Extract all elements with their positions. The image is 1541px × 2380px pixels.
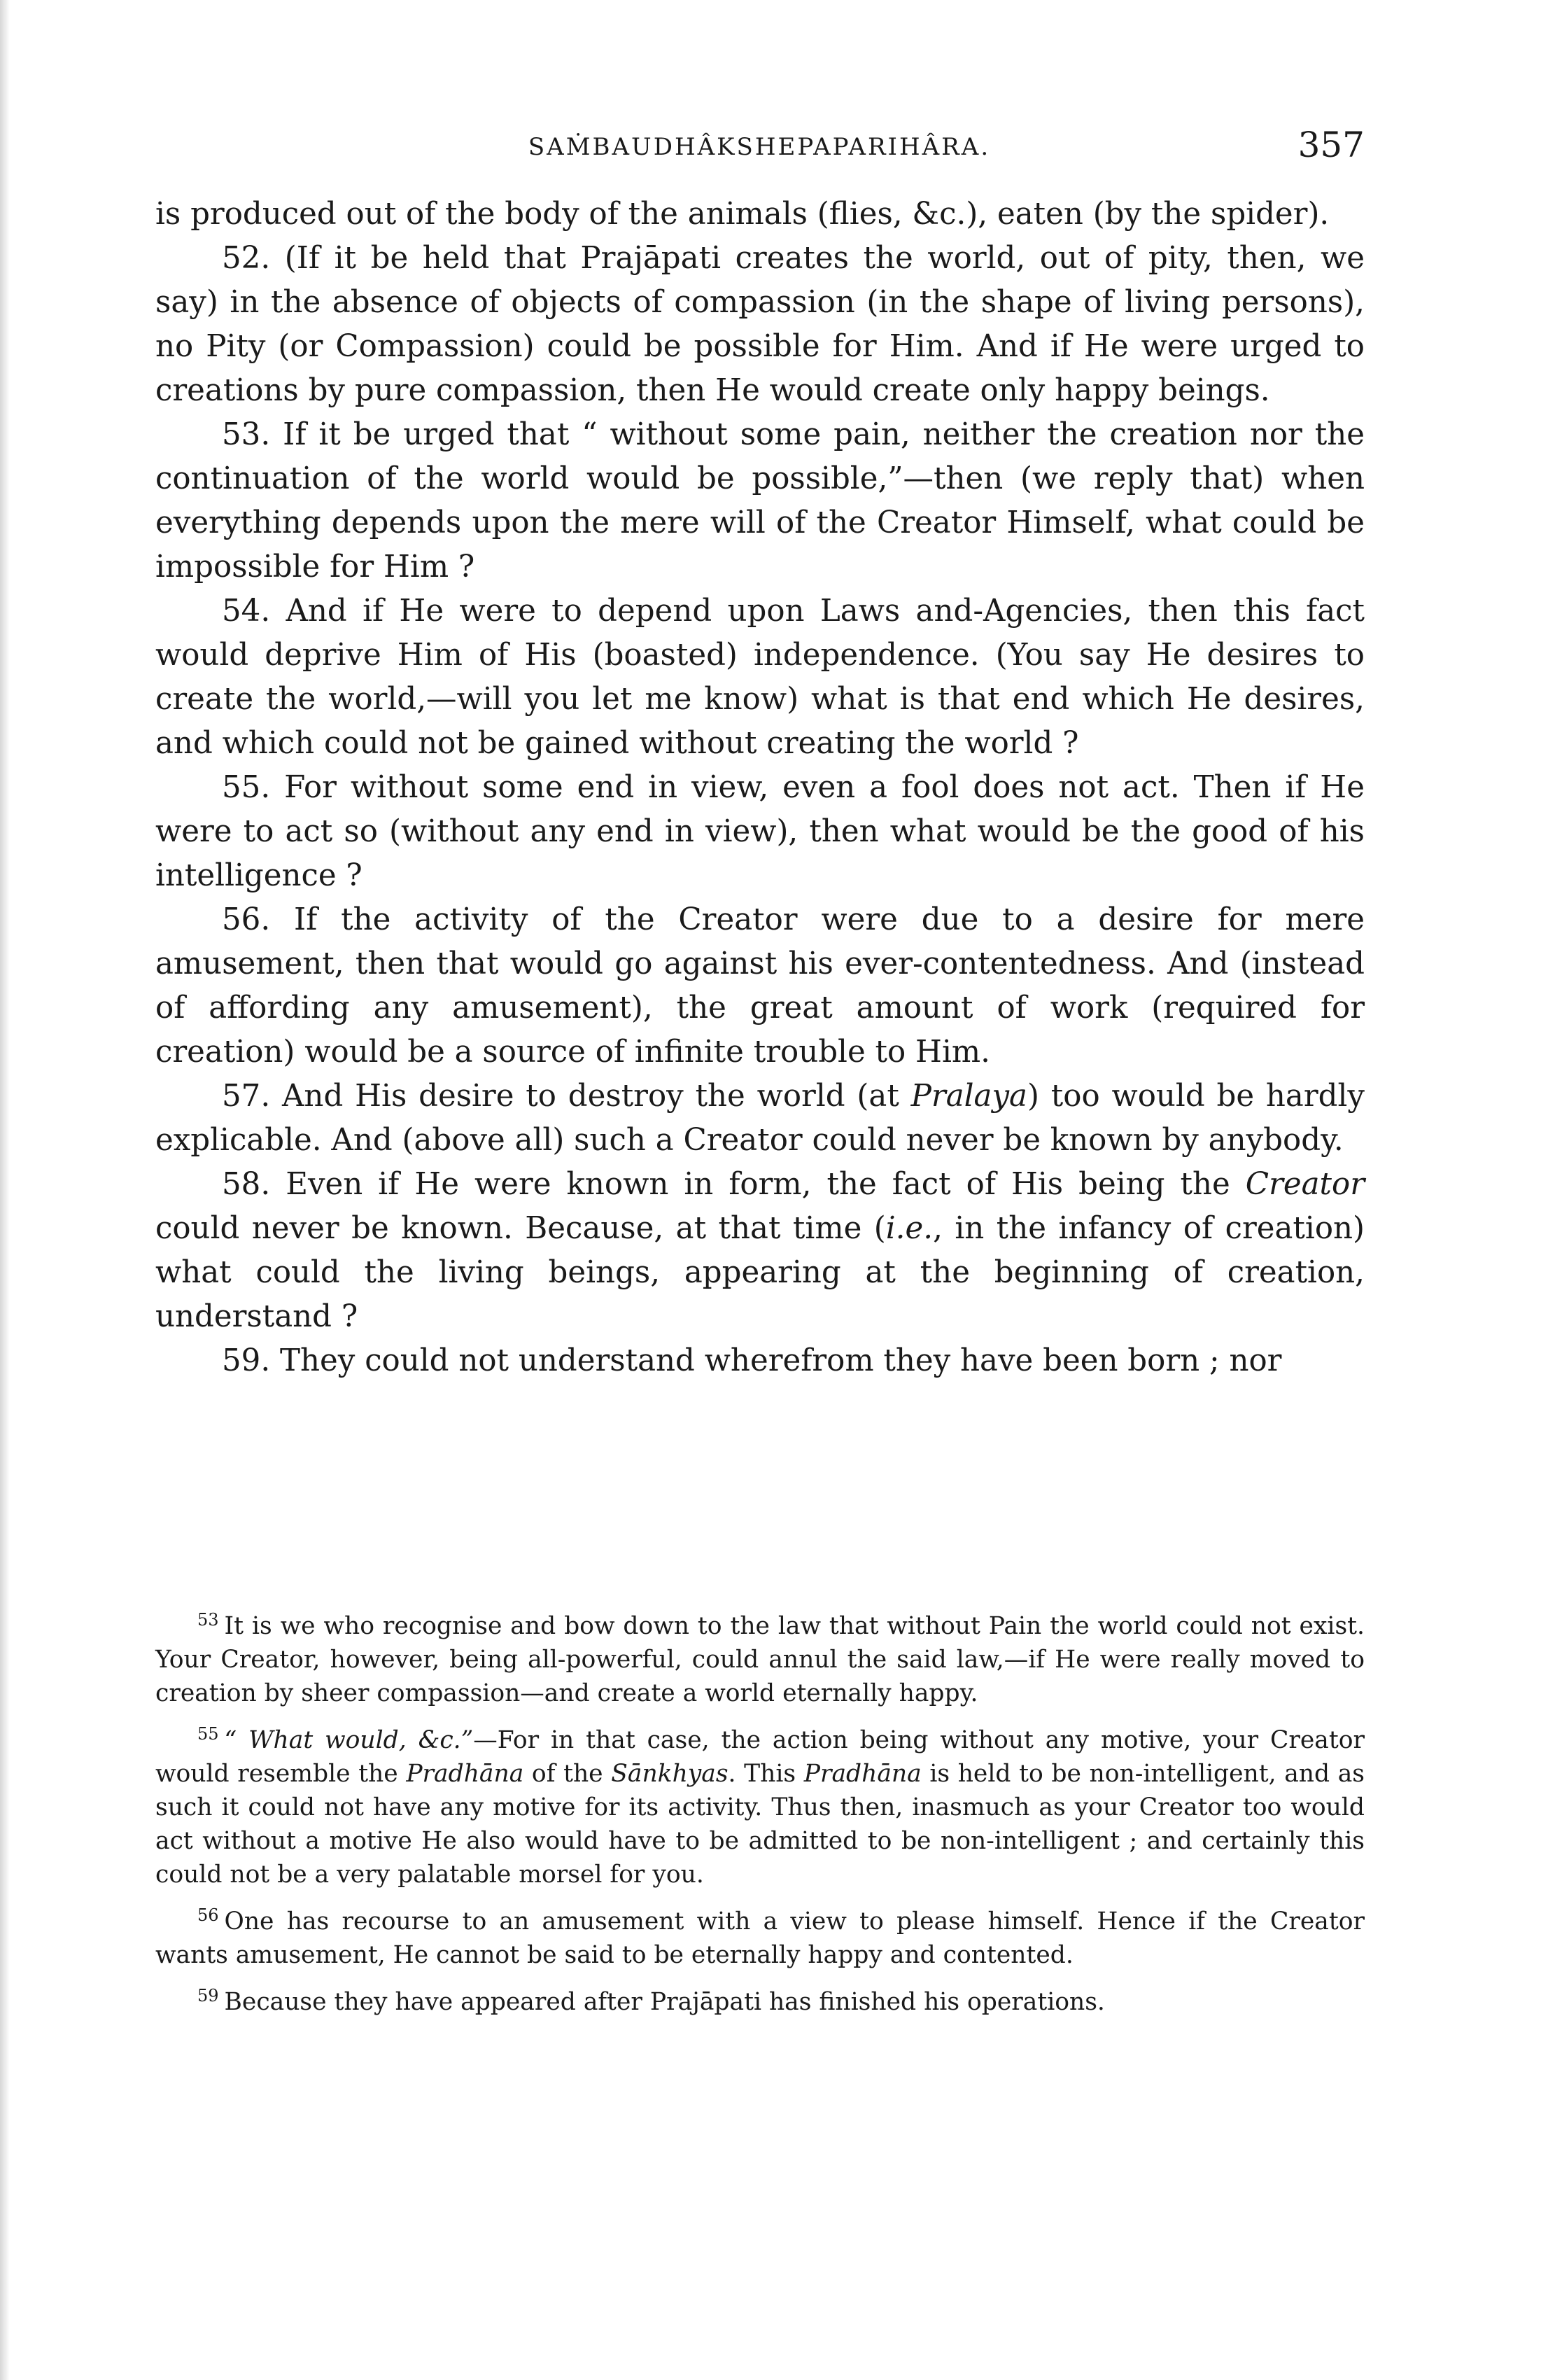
italic-term: Pralaya [910, 1079, 1027, 1114]
paragraph-57 [155, 1074, 1365, 1163]
paragraph-52 [155, 237, 1365, 413]
verse-number: 58. [222, 1167, 271, 1202]
italic-term: Sānkhyas [611, 1760, 729, 1788]
footnote-text: Because they have appeared after Prajāpati has finished his operations. [224, 1988, 1105, 2016]
paragraph-text: And if He were to depend upon Laws and-Agencies, then this fact would deprive Him of His (boasted) independence. (You say He desires to create the world,—will you let me know) what is that end which He desires, and which could not be gained without creating the world ? [155, 594, 1365, 761]
paragraph-text: , in the infancy of creation) what could the living beings, appearing at the beginning of creation, understand ? [155, 1211, 1365, 1334]
page-number: 357 [1297, 125, 1365, 165]
verse-number: 57. [222, 1079, 271, 1114]
scan-edge-shadow [0, 0, 10, 2380]
italic-term: Pradhāna [803, 1760, 922, 1788]
main-text [155, 192, 1365, 1383]
footnote-text: —For in that case, the action being without any motive, your Creator would resemble the [155, 1726, 1365, 1788]
footnote-text: It is we who recognise and bow down to the law that without Pain the world could not exist. Your Creator, however, being all-powerful, could annul the said law,—if He were really moved to creation by sheer compassion—and create a world eternally happy. [155, 1612, 1365, 1707]
footnote-mark: 55 [197, 1724, 219, 1744]
footnotes [155, 1603, 1365, 2026]
paragraph-53 [155, 413, 1365, 589]
footnote-59 [155, 1979, 1365, 2019]
footnote-53 [155, 1603, 1365, 1710]
paragraph-text: If it be urged that “ without some pain, neither the creation nor the continuation of the world would be possible,”—then (we reply that) when everything depends upon the mere will of the Creator Himself, what could be impossible for Him ? [155, 417, 1365, 584]
italic-term: Creator [1245, 1167, 1365, 1202]
footnote-mark: 53 [197, 1610, 219, 1630]
paragraph-text: could never be known. Because, at that time ( [155, 1211, 886, 1246]
footnote-text: of the [523, 1760, 612, 1788]
paragraph-text: And His desire to destroy the world (at [282, 1079, 911, 1114]
running-title: SAṀBAUDHÂKSHEPAPARIHÂRA. [528, 133, 991, 161]
paragraph-54 [155, 589, 1365, 766]
paragraph-text: Even if He were known in form, the fact of His being the [286, 1167, 1246, 1202]
paragraph-58 [155, 1163, 1365, 1339]
footnote-quote: “ What would, &c.” [224, 1726, 474, 1754]
italic-term: i.e. [885, 1211, 934, 1246]
paragraph-55 [155, 766, 1365, 898]
paragraph-continued [155, 192, 1365, 237]
footnote-text: . This [728, 1760, 804, 1788]
verse-number: 56. [222, 902, 271, 937]
paragraph-56 [155, 898, 1365, 1074]
verse-number: 55. [222, 770, 271, 805]
verse-number: 54. [222, 594, 271, 629]
verse-number: 52. [222, 241, 271, 276]
paragraph-text: ) too would be hardly explicable. And (above all) such a Creator could never be known by anybody. [155, 1079, 1365, 1158]
running-header [154, 125, 1365, 175]
footnote-mark: 56 [197, 1905, 219, 1925]
footnote-56 [155, 1898, 1365, 1972]
paragraph-text: (If it be held that Prajāpati creates the world, out of pity, then, we say) in the absence of objects of compassion (in the shape of living persons), no Pity (or Compassion) could be possible for Him. And if He were urged to creations by pure compassion, then He would create only happy beings. [155, 241, 1365, 408]
footnote-text: is held to be non-intelligent, and as such it could not have any motive for its activity. Thus then, inasmuch as your Creator too would act without a motive He also would have to be admitted to be non-intelligent ; and certainly this could not be a very palatable morsel for you. [155, 1760, 1365, 1889]
verse-number: 53. [222, 417, 271, 452]
italic-term: Pradhāna [406, 1760, 524, 1788]
footnote-mark: 59 [197, 1986, 219, 2005]
paragraph-59 [155, 1339, 1365, 1383]
paragraph-text: For without some end in view, even a fool does not act. Then if He were to act so (without any end in view), then what would be the good of his intelligence ? [155, 770, 1365, 893]
paragraph-text: is produced out of the body of the animals (flies, &c.), eaten (by the spider). [155, 197, 1330, 232]
footnote-text: One has recourse to an amusement with a view to please himself. Hence if the Creator wants amusement, He cannot be said to be eternally happy and contented. [155, 1907, 1365, 1969]
paragraph-text: They could not understand wherefrom they have been born ; nor [280, 1343, 1282, 1378]
verse-number: 59. [222, 1343, 271, 1378]
paragraph-text: If the activity of the Creator were due to a desire for mere amusement, then that would go against his ever-contentedness. And (instead of affording any amusement), the great amount of work (required for creation) would be a source of infinite trouble to Him. [155, 902, 1365, 1070]
footnote-55 [155, 1717, 1365, 1891]
